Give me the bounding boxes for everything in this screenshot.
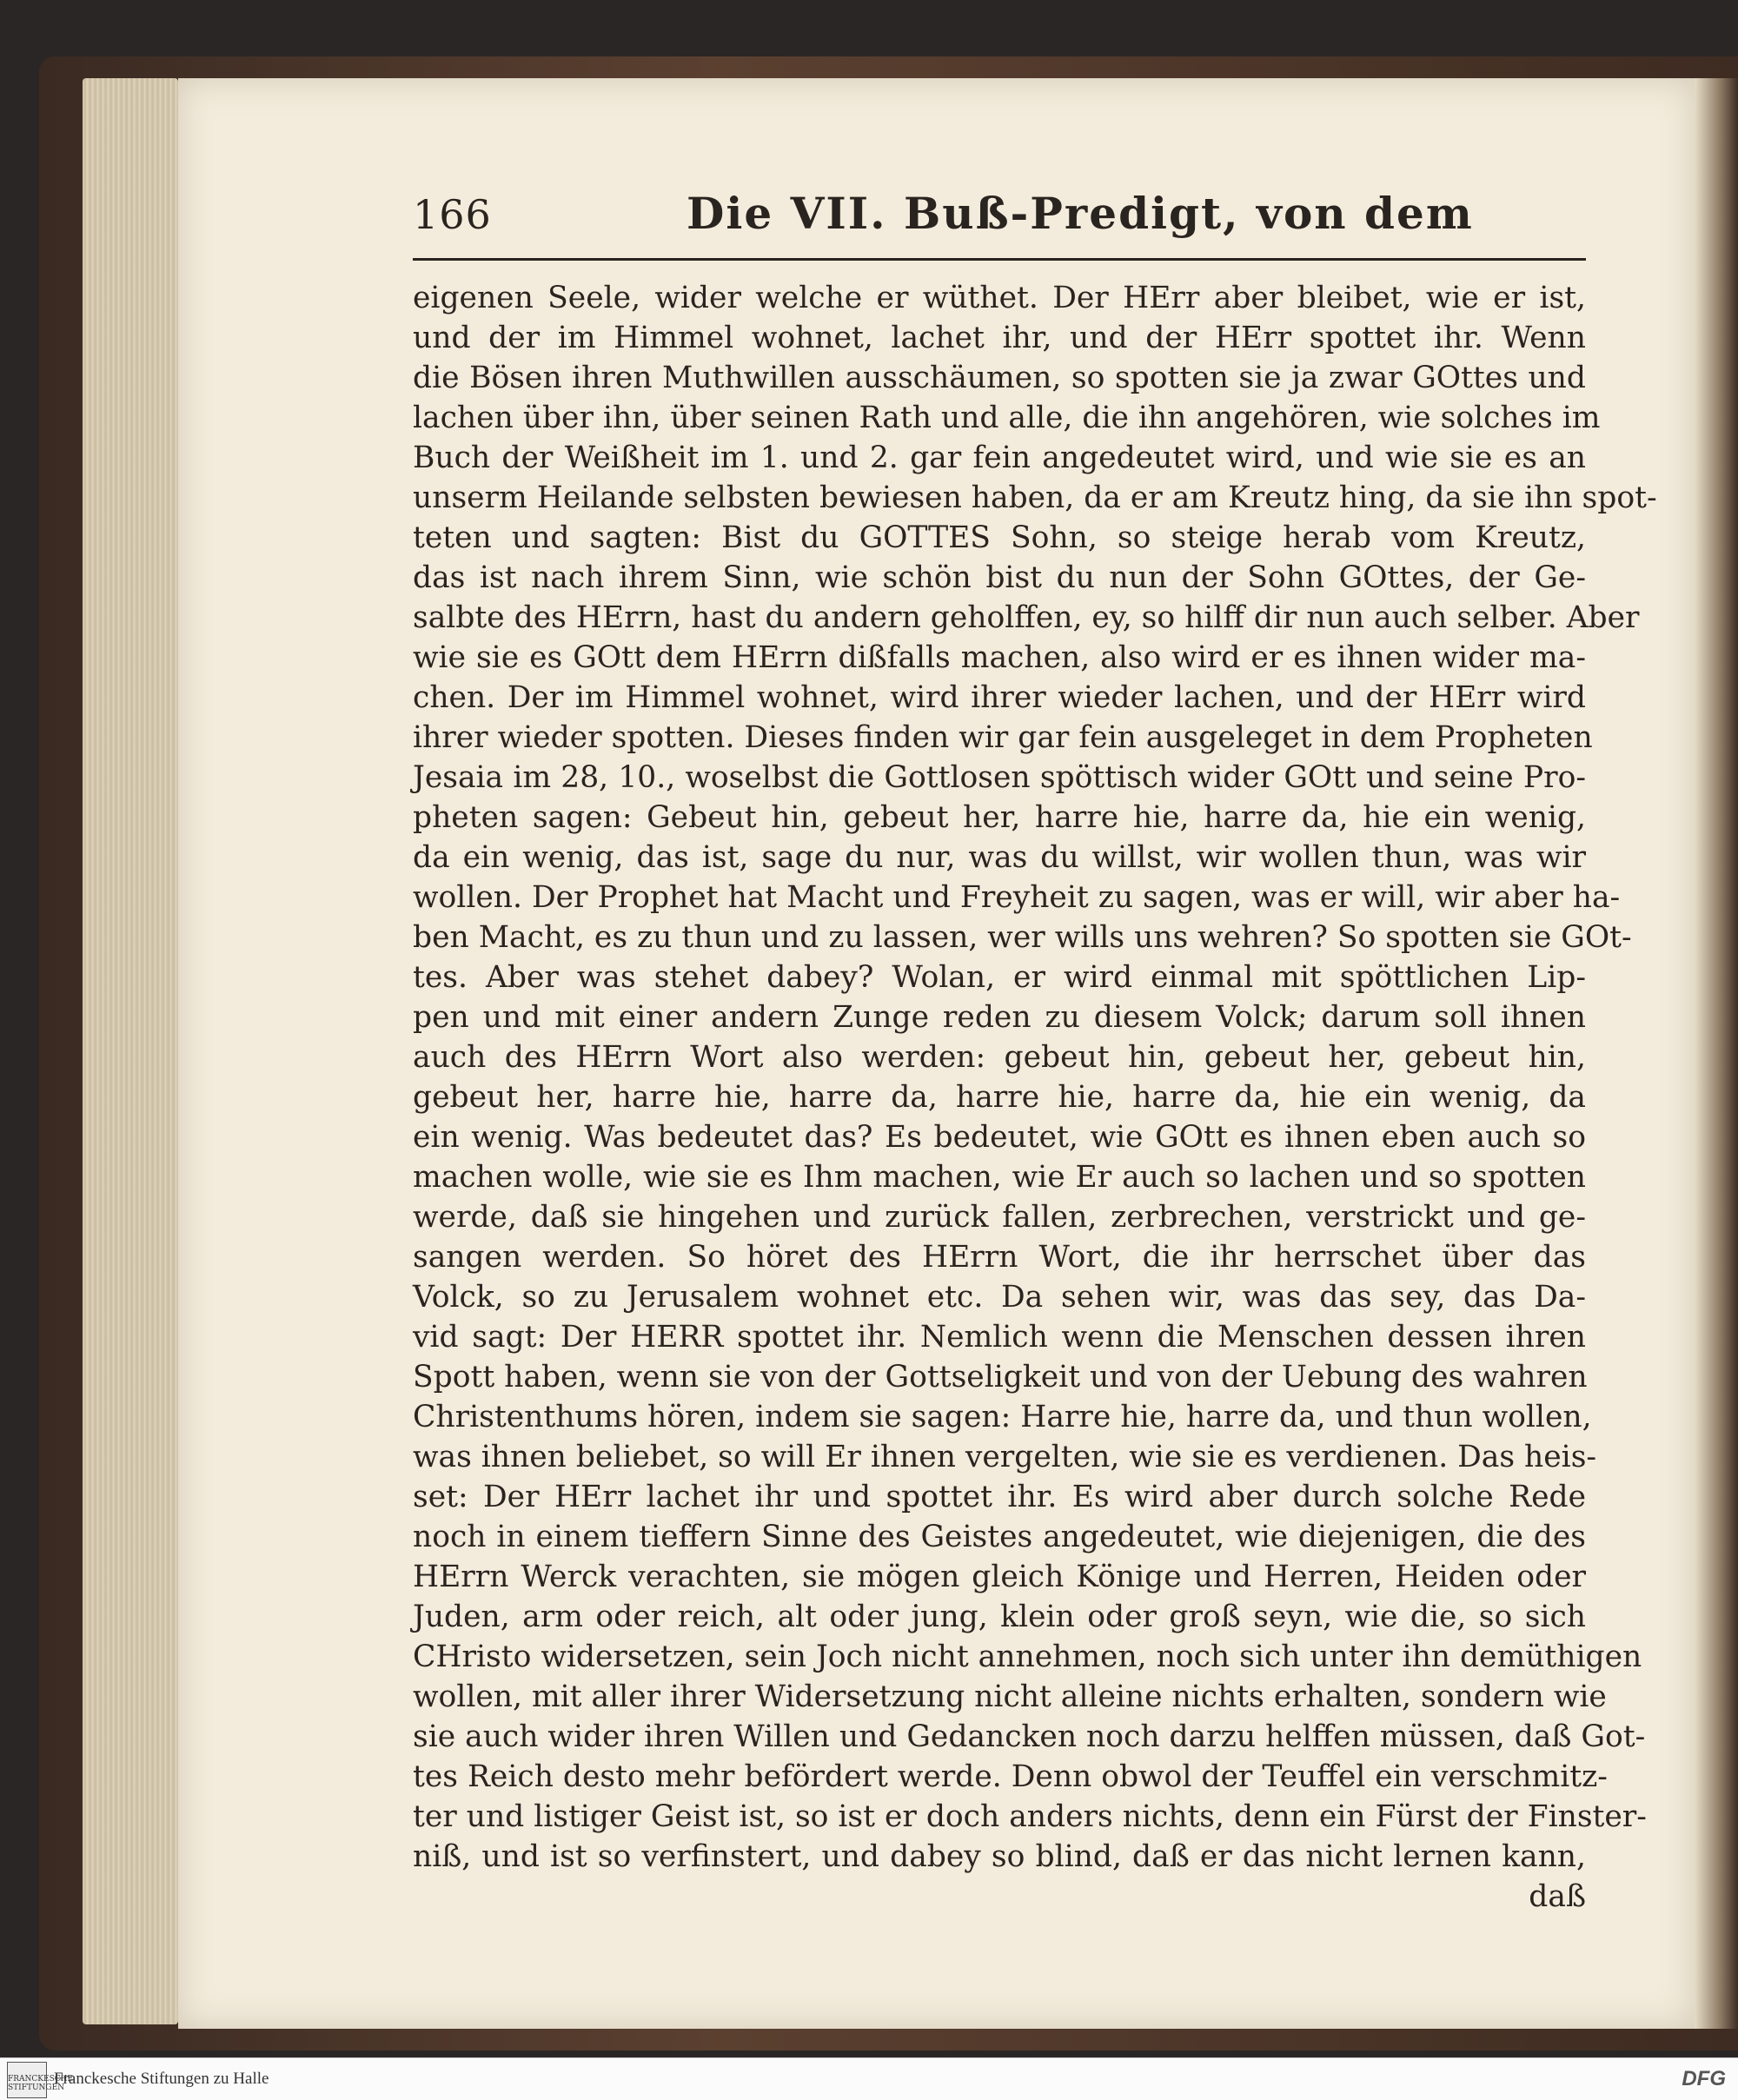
text-line: CHristo widersetzen, sein Joch nicht annehmen, noch sich unter ihn demüthigen <box>413 1640 1642 1674</box>
text-line: teten und sagten: Bist du GOTTES Sohn, so steige herab vom Kreutz, <box>413 520 1586 555</box>
catchword: daß <box>1529 1879 1586 1914</box>
text-line: Christenthums hören, indem sie sagen: Harre hie, harre da, und thun wollen, <box>413 1400 1592 1434</box>
facing-page-edge <box>1695 78 1738 2029</box>
text-line: niß, und ist so verfinstert, und dabey so blind, daß er das nicht lernen kann, <box>413 1839 1586 1874</box>
text-line: unserm Heilande selbsten bewiesen haben, da er am Kreutz hing, da sie ihn spot- <box>413 480 1657 515</box>
text-line: tes Reich desto mehr befördert werde. Denn obwol der Teuffel ein verschmitz- <box>413 1759 1608 1794</box>
text-line: tes. Aber was stehet dabey? Wolan, er wird einmal mit spöttlichen Lip- <box>413 960 1586 995</box>
text-line: auch des HErrn Wort also werden: gebeut hin, gebeut her, gebeut hin, <box>413 1040 1586 1075</box>
text-line: Buch der Weißheit im 1. und 2. gar fein angedeutet wird, und wie sie es an <box>413 441 1586 475</box>
text-line: ben Macht, es zu thun und zu lassen, wer wills uns wehren? So spotten sie GOt- <box>413 920 1632 955</box>
running-title: Die VII. Buß-Predigt, von dem <box>687 188 1474 239</box>
text-line: die Bösen ihren Muthwillen ausschäumen, so spotten sie ja zwar GOttes und <box>413 361 1586 395</box>
viewer-footer <box>0 2057 1738 2100</box>
text-line: sangen werden. So höret des HErrn Wort, die ihr herrschet über das <box>413 1240 1586 1275</box>
header-rule <box>413 258 1586 261</box>
body-text <box>413 278 1657 1917</box>
institution-logo-text: FRANCKESCHE STIFTUNGEN <box>8 2075 74 2092</box>
text-line: lachen über ihn, über seinen Rath und alle, die ihn angehören, wie solches im <box>413 401 1601 435</box>
page-number: 166 <box>413 191 492 238</box>
text-line: ihrer wieder spotten. Dieses finden wir gar fein ausgeleget in dem Propheten <box>413 720 1593 755</box>
text-line: ein wenig. Was bedeutet das? Es bedeutet, wie GOtt es ihnen eben auch so <box>413 1120 1586 1155</box>
text-line: eigenen Seele, wider welche er wüthet. Der HErr aber bleibet, wie er ist, <box>413 281 1586 315</box>
text-line: wie sie es GOtt dem HErrn dißfalls machen, also wird er es ihnen wider ma- <box>413 640 1586 675</box>
text-line: das ist nach ihrem Sinn, wie schön bist du nun der Sohn GOttes, der Ge- <box>413 560 1586 595</box>
text-line: Volck, so zu Jerusalem wohnet etc. Da sehen wir, was das sey, das Da- <box>413 1280 1586 1315</box>
institution-logo <box>7 2062 74 2098</box>
text-line: noch in einem tieffern Sinne des Geistes angedeutet, wie diejenigen, die des <box>413 1520 1586 1554</box>
text-line: wollen, mit aller ihrer Widersetzung nicht alleine nichts erhalten, sondern wie <box>413 1679 1607 1714</box>
text-line: machen wolle, wie sie es Ihm machen, wie Er auch so lachen und so spotten <box>413 1160 1586 1195</box>
text-line: und der im Himmel wohnet, lachet ihr, und der HErr spottet ihr. Wenn <box>413 321 1586 355</box>
text-line: sie auch wider ihren Willen und Gedancken noch darzu helffen müssen, daß Got- <box>413 1719 1646 1754</box>
text-line: pen und mit einer andern Zunge reden zu diesem Volck; darum soll ihnen <box>413 1000 1586 1035</box>
text-line: set: Der HErr lachet ihr und spottet ihr. Es wird aber durch solche Rede <box>413 1480 1586 1514</box>
text-line: pheten sagen: Gebeut hin, gebeut her, harre hie, harre da, hie ein wenig, <box>413 800 1586 835</box>
dfg-logo: DFG <box>1682 2067 1726 2090</box>
text-line: salbte des HErrn, hast du andern geholffen, ey, so hilff dir nun auch selber. Aber <box>413 600 1640 635</box>
text-line: Jesaia im 28, 10., woselbst die Gottlosen spöttisch wider GOtt und seine Pro- <box>413 760 1586 795</box>
text-line: ter und listiger Geist ist, so ist er doch anders nichts, denn ein Fürst der Finster- <box>413 1799 1647 1834</box>
text-line: gebeut her, harre hie, harre da, harre hie, harre da, hie ein wenig, da <box>413 1080 1586 1115</box>
text-line: wollen. Der Prophet hat Macht und Freyheit zu sagen, was er will, wir aber ha- <box>413 880 1621 915</box>
text-line: werde, daß sie hingehen und zurück fallen, zerbrechen, verstrickt und ge- <box>413 1200 1586 1235</box>
text-line: Spott haben, wenn sie von der Gottseligkeit und von der Uebung des wahren <box>413 1360 1588 1394</box>
text-line: chen. Der im Himmel wohnet, wird ihrer wieder lachen, und der HErr wird <box>413 680 1586 715</box>
page-header <box>413 188 1586 252</box>
text-line: vid sagt: Der HERR spottet ihr. Nemlich wenn die Menschen dessen ihren <box>413 1320 1586 1355</box>
institution-name: Franckesche Stiftungen zu Halle <box>54 2070 269 2088</box>
text-line: da ein wenig, das ist, sage du nur, was du willst, wir wollen thun, was wir <box>413 840 1586 875</box>
page-edges <box>83 78 178 2024</box>
text-line: was ihnen beliebet, so will Er ihnen vergelten, wie sie es verdienen. Das heis- <box>413 1440 1597 1474</box>
text-line: HErrn Werck verachten, sie mögen gleich Könige und Herren, Heiden oder <box>413 1560 1586 1594</box>
text-line: Juden, arm oder reich, alt oder jung, klein oder groß seyn, wie die, so sich <box>413 1600 1586 1634</box>
